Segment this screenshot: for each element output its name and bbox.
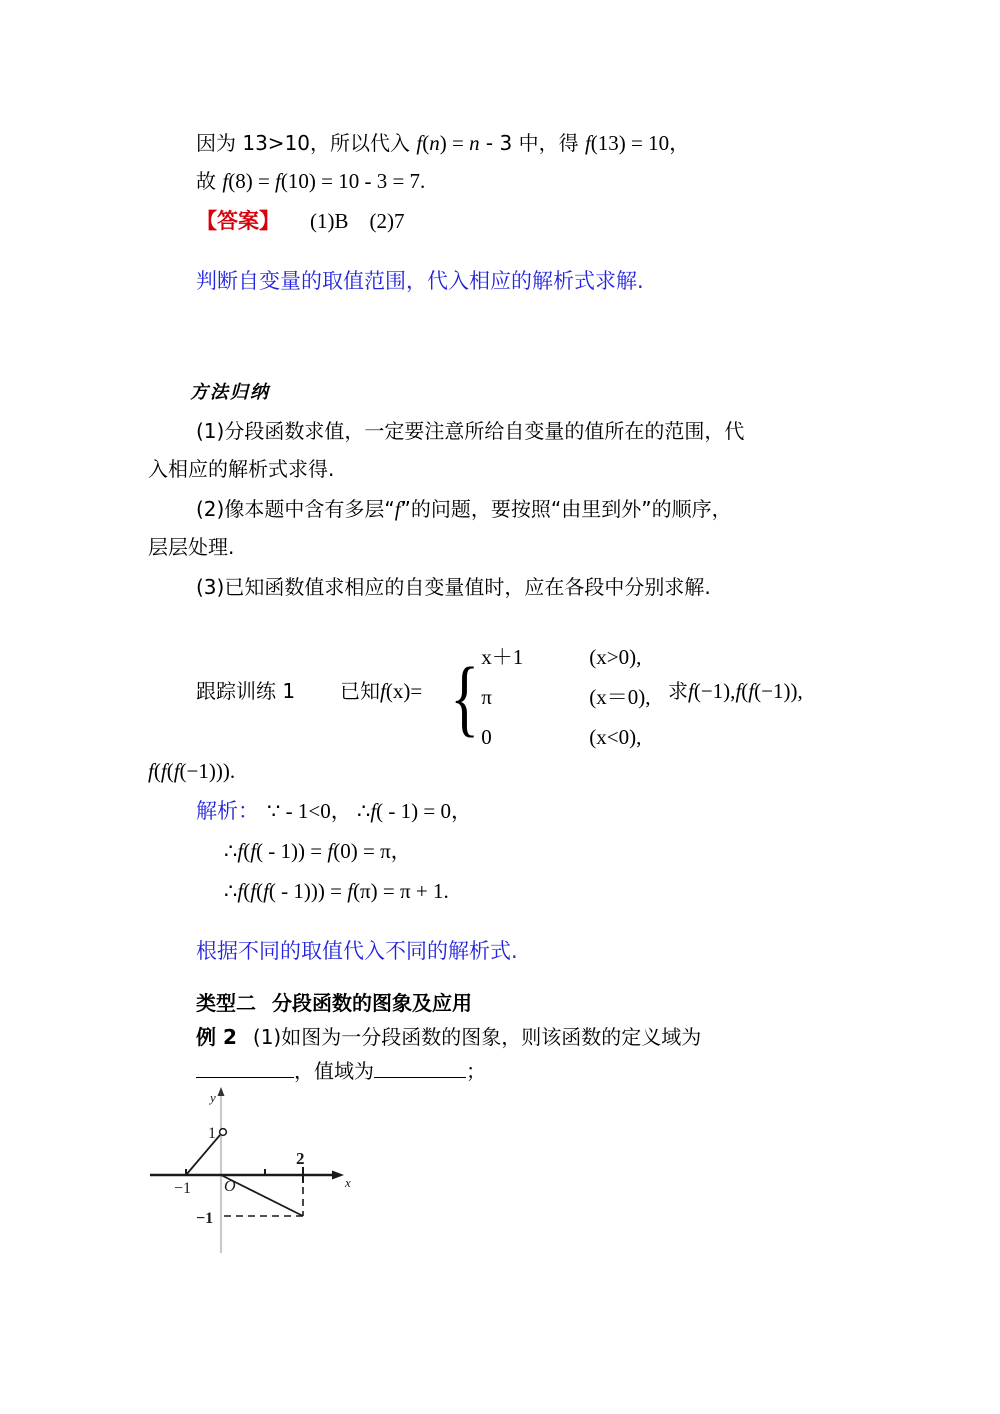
solution-line-2 <box>196 162 425 200</box>
analysis3-d: ( - 1))) = <box>268 879 348 903</box>
solution-line-1 <box>196 124 690 162</box>
function-symbol-f-14: f <box>237 839 244 863</box>
analysis2-d: (0) = π， <box>333 839 412 863</box>
example-label: 例 2 <box>196 1025 237 1049</box>
x-tick-label-minus1: −1 <box>174 1180 192 1197</box>
case-condition: (x＝0), <box>589 685 651 709</box>
function-symbol-f-4: f <box>275 169 281 193</box>
solution2-text-a: 故 <box>196 169 223 193</box>
solution2-text-c: (10) = 10 - 3 = 7. <box>280 169 426 193</box>
case-expression: π <box>481 685 492 709</box>
example-text-2b: ； <box>466 1059 486 1083</box>
method-item-1-line-1: (1)分段函数求值，一定要注意所给自变量的值所在的范围，代 <box>196 419 745 443</box>
example-text-2a: ，值域为 <box>294 1059 374 1083</box>
method2-text-a: (2)像本题中含有多层“ <box>196 497 395 521</box>
piecewise-case-row <box>481 677 650 717</box>
function-symbol-f-8: f <box>735 679 742 703</box>
function-symbol-f-10: f <box>148 759 154 783</box>
analysis2-b: ( <box>243 839 251 863</box>
x-axis-label: x <box>345 1175 351 1190</box>
variable-n: n <box>429 131 440 155</box>
exercise-question-cont <box>148 752 235 790</box>
case-condition: (x>0), <box>589 645 642 669</box>
method-item-1-line-2: 入相应的解析式求得. <box>148 457 335 481</box>
piecewise-function-graph <box>140 1085 380 1260</box>
answer-items: (1)B (2)7 <box>310 209 405 233</box>
exercise-question <box>668 672 803 710</box>
type2-heading-label: 类型二 <box>196 991 256 1015</box>
exercise-ask-d: (−1)), <box>754 679 803 703</box>
function-symbol-f-5: f <box>394 497 401 521</box>
function-symbol-f-13: f <box>370 799 377 823</box>
method-item-2-line-1 <box>196 490 732 528</box>
analysis3-b: ( <box>243 879 251 903</box>
function-symbol-f-7: f <box>688 679 694 703</box>
function-symbol-f-11: f <box>160 759 167 783</box>
exercise-ask-c: ( <box>741 679 749 703</box>
exercise-ask-b: (−1), <box>693 679 736 703</box>
function-symbol-f-2: f <box>584 131 591 155</box>
hint-blue-2: 根据不同的取值代入不同的解析式. <box>196 939 518 963</box>
analysis-label: 解析： <box>196 799 259 823</box>
y-axis-arrow-icon <box>218 1087 225 1096</box>
analysis2-a: ∴ <box>224 839 238 863</box>
exercise-next-a: ( <box>153 759 161 783</box>
case-expression: 0 <box>481 725 492 749</box>
method-item-2-line-2: 层层处理. <box>148 535 235 559</box>
range-answer-blank[interactable] <box>374 1058 466 1078</box>
case-expression: x＋1 <box>481 645 524 669</box>
origin-label: O <box>224 1178 236 1195</box>
method2-text-b: ”的问题，要按照“由里到外”的顺序， <box>400 497 732 521</box>
y-tick-label-1: 1 <box>208 1125 216 1142</box>
exercise-next-b: ( <box>166 759 174 783</box>
exercise-label: 跟踪训练 1 <box>196 679 296 703</box>
type2-heading-title: 分段函数的图象及应用 <box>272 991 472 1015</box>
analysis-line-2 <box>224 832 412 870</box>
x-axis-arrow-icon <box>332 1171 344 1180</box>
y-axis-label: y <box>210 1090 216 1105</box>
open-circle-endpoint <box>220 1129 227 1136</box>
function-symbol-f-17: f <box>237 879 244 903</box>
solution2-text-b: (8) = <box>228 169 276 193</box>
solution-text-c: ) = <box>439 131 470 155</box>
analysis-text-a: ∵ - 1<0， ∴ <box>267 799 371 823</box>
function-symbol-f-3: f <box>222 169 229 193</box>
type2-heading <box>196 984 472 1022</box>
analysis3-c: ( <box>256 879 264 903</box>
exercise-fn-x: (x)= <box>385 679 423 703</box>
hint-blue-1: 判断自变量的取值范围，代入相应的解析式求解. <box>196 269 644 293</box>
exercise-next-c: (−1))). <box>179 759 236 783</box>
piecewise-cases <box>481 637 650 757</box>
piecewise-definition <box>444 638 651 756</box>
exercise-given <box>340 672 422 710</box>
variable-n-2: n <box>469 131 480 155</box>
piecewise-case-row <box>481 717 650 757</box>
function-symbol-f-12: f <box>173 759 180 783</box>
piecewise-case-row <box>481 637 650 677</box>
domain-answer-blank[interactable] <box>196 1058 294 1078</box>
solution-text-e: (13) = 10， <box>590 131 691 155</box>
function-symbol-f: f <box>416 131 423 155</box>
solution-text-a: 因为 13>10，所以代入 <box>196 131 417 155</box>
analysis-line-3 <box>224 872 449 910</box>
analysis-text-b: ( - 1) = 0， <box>376 799 472 823</box>
function-symbol-f-18: f <box>250 879 257 903</box>
function-symbol-f-20: f <box>347 879 354 903</box>
function-symbol-f-9: f <box>748 679 755 703</box>
function-symbol-f-6: f <box>380 679 386 703</box>
answer-line <box>196 202 404 240</box>
exercise-ask-text: 求 <box>668 679 688 703</box>
function-symbol-f-15: f <box>250 839 257 863</box>
analysis3-a: ∴ <box>224 879 238 903</box>
case-condition: (x<0), <box>589 725 642 749</box>
x-tick-label-2: 2 <box>296 1149 305 1168</box>
analysis3-e: (π) = π + 1. <box>353 879 449 903</box>
method-item-3: (3)已知函数值求相应的自变量值时，应在各段中分别求解. <box>196 575 711 599</box>
example-line-1 <box>196 1018 701 1056</box>
method-summary-heading: 方法归纳 <box>190 382 270 403</box>
left-brace-icon: { <box>450 649 480 745</box>
solution-text-b: ( <box>422 131 430 155</box>
solution-text-d: - 3 中，得 <box>479 131 585 155</box>
analysis2-c: ( - 1)) = <box>256 839 328 863</box>
analysis-line-1 <box>196 792 472 830</box>
function-symbol-f-16: f <box>327 839 334 863</box>
exercise-given-text: 已知 <box>340 679 380 703</box>
y-tick-label-minus1: −1 <box>196 1210 214 1227</box>
answer-label: 【答案】 <box>196 209 280 233</box>
example-text-1: (1)如图为一分段函数的图象，则该函数的定义域为 <box>252 1025 702 1049</box>
function-symbol-f-19: f <box>263 879 269 903</box>
